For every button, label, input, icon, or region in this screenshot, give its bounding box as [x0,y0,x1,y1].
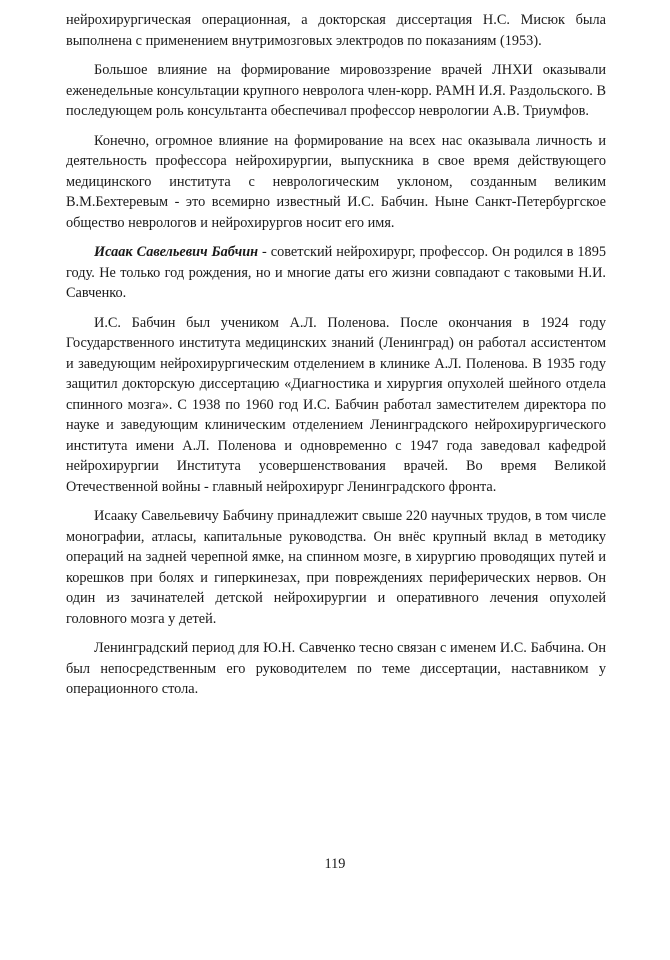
paragraph-babchin-career: И.С. Бабчин был учеником А.Л. Поленова. После окончания в 1924 году Государственного института медицинских знаний (Ленинград) он работал ассистентом и заведующим нейрохирургическим отделением в клинике А.Л. Поленова. В 1935 году защитил докторскую диссертацию «Диагностика и хирургия опухолей шейного отдела спинного мозга». С 1938 по 1960 год И.С. Бабчин работал заместителем директора по науке и заведующим клиническим отделением Ленинградского нейрохирургического института имени А.Л. Поленова и одновременно с 1947 года заведовал кафедрой нейрохирургии Института усовершенствования врачей. Во время Великой Отечественной войны - главный нейрохирург Ленинградского фронта. [66,314,606,495]
paragraph-influence: Большое влияние на формирование мировоззрение врачей ЛНХИ оказывали еженедельные консультации крупного невролога член-корр. РАМН И.Я. Раздольского. В последующем роль консультанта обеспечивал профессор неврологии А.В. Триумфов. [66,62,606,119]
paragraph-babchin-personality: Конечно, огромное влияние на формирование на всех нас оказывала личность и деятельность профессора нейрохирургии, выпускника в свое время действующего медицинского института с неврологическим уклоном, созданным великим В.М.Бехтеревым - это всемирно известный И.С. Бабчин. Ныне Санкт-Петербургское общество неврологов и нейрохирургов носит его имя. [66,132,606,231]
babchin-name: Исаак Савельевич Бабчин [94,244,259,260]
paragraph-babchin-works: Исааку Савельевичу Бабчину принадлежит свыше 220 научных трудов, в том числе монографии, атласы, капитальные руководства. Он внёс крупный вклад в методику операций на задней черепной ямке, на спинном мозге, в хирургию проводящих путей и корешков при болях и гиперкинезах, при повреждениях периферических нервов. Он один из зачинателей детской нейрохирургии и оперативного лечения опухолей головного мозга у детей. [66,508,606,627]
paragraph-babchin-intro [66,242,606,304]
document-page [66,10,606,709]
paragraph-continuation: нейрохирургическая операционная, а докторская диссертация Н.С. Мисюк была выполнена с применением внутримозговых электродов по показаниям (1953). [66,12,606,49]
page-number: 119 [324,856,346,872]
babchin-intro-text: - советский нейрохирург, профессор. Он родился в 1895 году. Не только год рождения, но и многие даты его жизни совпадают с таковыми Н.И. Савченко. [66,244,606,301]
paragraph-leningrad-period: Ленинградский период для Ю.Н. Савченко тесно связан с именем И.С. Бабчина. Он был непосредственным его руководителем по теме диссертации, наставником у операционного стола. [66,640,606,697]
